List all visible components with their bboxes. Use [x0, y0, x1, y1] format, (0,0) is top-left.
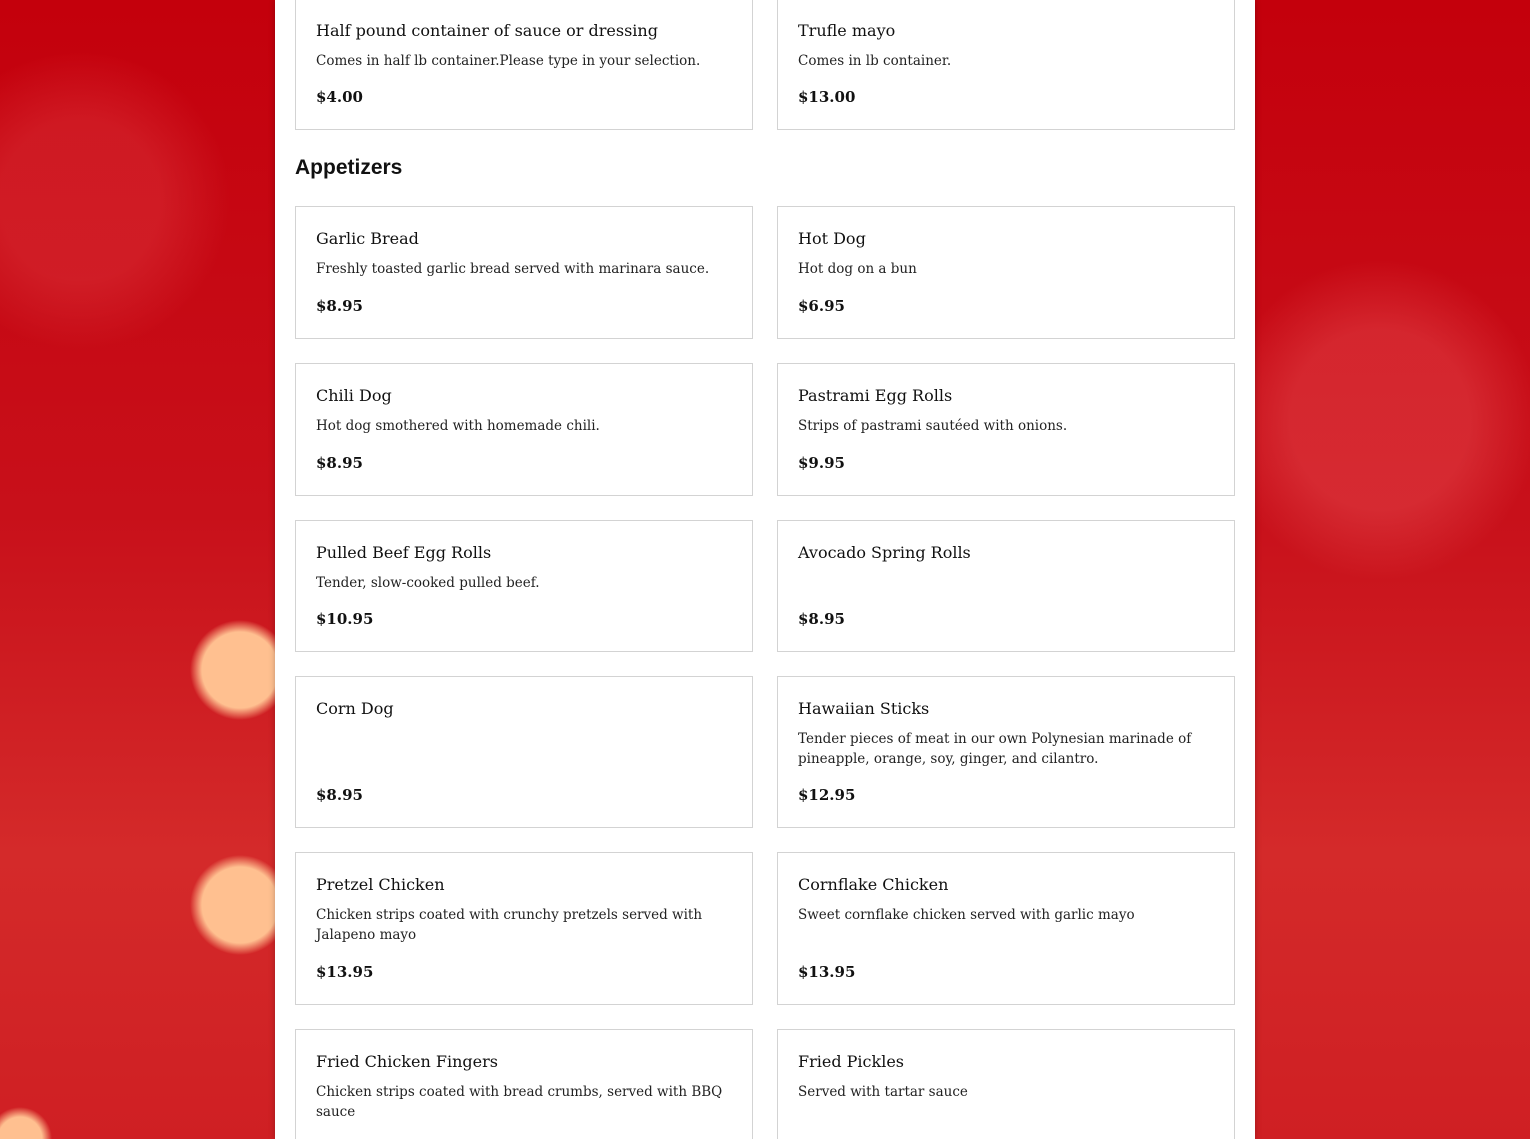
item-name: Pretzel Chicken	[316, 875, 445, 894]
item-description: Comes in half lb container.Please type in your selection.	[316, 53, 701, 69]
item-description: Sweet cornflake chicken served with garlic mayo	[798, 907, 1135, 923]
item-description: Tender, slow-cooked pulled beef.	[316, 575, 540, 591]
item-name: Trufle mayo	[798, 21, 896, 40]
item-description: Served with tartar sauce	[798, 1084, 968, 1100]
item-description: Chicken strips coated with bread crumbs, served with BBQ sauce	[316, 1084, 723, 1120]
item-description: Tender pieces of meat in our own Polynesian marinade of pineapple, orange, soy, ginger, and cilantro.	[798, 731, 1192, 767]
item-price: $13.00	[798, 88, 856, 106]
menu-item-card[interactable]	[777, 676, 1235, 828]
item-description: Comes in lb container.	[798, 53, 952, 69]
sauces-grid	[295, 0, 1235, 130]
item-price: $4.00	[316, 88, 363, 106]
menu-item-card[interactable]	[295, 520, 753, 652]
item-price: $13.95	[316, 963, 374, 981]
menu-item-card[interactable]	[295, 1029, 753, 1139]
appetizers-row	[295, 520, 1235, 652]
item-price: $12.95	[798, 786, 856, 804]
item-name: Half pound container of sauce or dressing	[316, 21, 658, 40]
item-name: Fried Chicken Fingers	[316, 1052, 498, 1071]
item-name: Avocado Spring Rolls	[798, 543, 971, 562]
menu-item-card[interactable]	[777, 206, 1235, 339]
item-name: Cornflake Chicken	[798, 875, 949, 894]
item-name: Hawaiian Sticks	[798, 699, 930, 718]
item-description: Chicken strips coated with crunchy pretzels served with Jalapeno mayo	[316, 907, 703, 943]
item-price: $8.95	[798, 610, 845, 628]
menu-item-card[interactable]	[295, 676, 753, 828]
item-price: $8.95	[316, 297, 363, 315]
item-price: $9.95	[798, 454, 845, 472]
item-price: $8.95	[316, 454, 363, 472]
item-name: Corn Dog	[316, 699, 394, 718]
menu-item-card[interactable]	[295, 363, 753, 496]
item-price: $6.95	[798, 297, 845, 315]
menu-item-card[interactable]	[295, 852, 753, 1005]
menu-item-card[interactable]	[777, 0, 1235, 130]
item-description: Strips of pastrami sautéed with onions.	[798, 418, 1068, 434]
item-name: Chili Dog	[316, 386, 392, 405]
item-description: Freshly toasted garlic bread served with marinara sauce.	[316, 261, 710, 277]
appetizers-row	[295, 676, 1235, 828]
item-name: Pastrami Egg Rolls	[798, 386, 953, 405]
item-description: Hot dog smothered with homemade chili.	[316, 418, 600, 434]
menu-item-card[interactable]	[295, 206, 753, 339]
appetizers-row	[295, 1029, 1235, 1139]
menu-item-card[interactable]	[777, 1029, 1235, 1139]
menu-item-card[interactable]	[295, 0, 753, 130]
menu-page	[275, 0, 1255, 1139]
item-name: Hot Dog	[798, 229, 866, 248]
item-name: Garlic Bread	[316, 229, 419, 248]
menu-item-card[interactable]	[777, 852, 1235, 1005]
appetizers-row	[295, 852, 1235, 1005]
item-price: $10.95	[316, 610, 374, 628]
appetizers-row	[295, 206, 1235, 339]
item-price: $13.95	[798, 963, 856, 981]
appetizers-row	[295, 363, 1235, 496]
item-name: Fried Pickles	[798, 1052, 904, 1071]
menu-item-card[interactable]	[777, 520, 1235, 652]
item-description: Hot dog on a bun	[798, 261, 917, 277]
menu-item-card[interactable]	[777, 363, 1235, 496]
item-name: Pulled Beef Egg Rolls	[316, 543, 492, 562]
item-price: $8.95	[316, 786, 363, 804]
section-title-appetizers: Appetizers	[295, 156, 403, 179]
